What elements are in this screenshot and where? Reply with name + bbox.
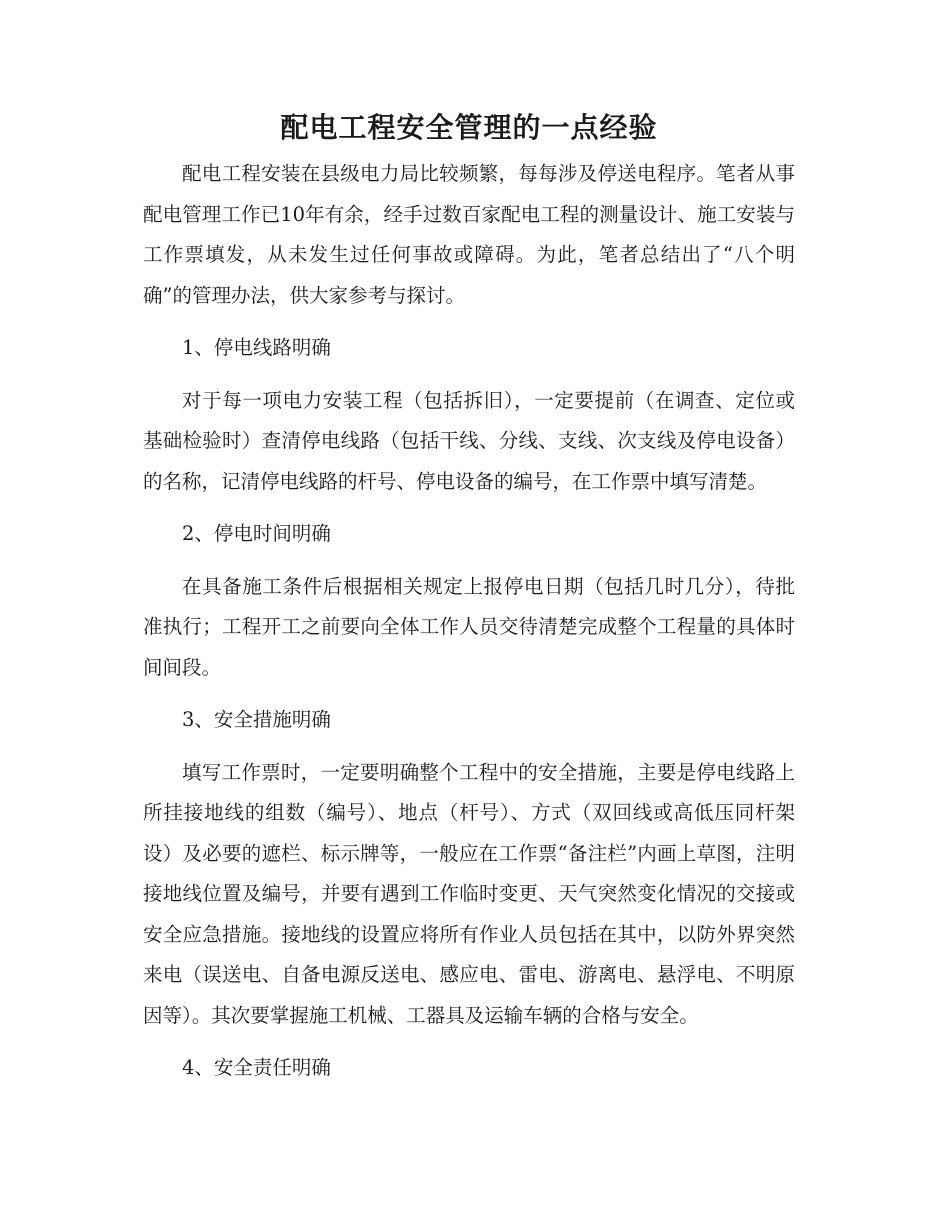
section-heading-2: 2、停电时间明确 <box>182 522 331 545</box>
section-heading-3: 3、安全措施明确 <box>182 708 331 731</box>
section-heading-4: 4、安全责任明确 <box>182 1056 331 1079</box>
section-body-3: 填写工作票时，一定要明确整个工程中的安全措施，主要是停电线路上所挂接地线的组数（编号）、地点（杆号）、方式（双回线或高低压同杆架设）及必要的遮栏、标示牌等，一般应在工作票“备注栏”内画上草图，注明接地线位置及编号，并要有遇到工作临时变更、天气突然变化情况的交接或安全应急措施。接地线的设置应将所有作业人员包括在其中，以防外界突然来电（误送电、自备电源反送电、感应电、雷电、游离电、悬浮电、不明原因等）。其次要掌握施工机械、工器具及运输车辆的合格与安全。 <box>143 760 795 1027</box>
intro-paragraph: 配电工程安装在县级电力局比较频繁，每每涉及停送电程序。笔者从事配电管理工作已10年有余，经手过数百家配电工程的测量设计、施工安装与工作票填发，从未发生过任何事故或障碍。为此，笔者总结出了“八个明确”的管理办法，供大家参考与探讨。 <box>143 162 795 307</box>
document-page <box>143 108 795 1101</box>
section-body-2: 在具备施工条件后根据相关规定上报停电日期（包括几时几分），待批准执行；工程开工之前要向全体工作人员交待清楚完成整个工程量的具体时间间段。 <box>143 574 795 679</box>
section-body-1: 对于每一项电力安装工程（包括拆旧），一定要提前（在调查、定位或基础检验时）查清停电线路（包括干线、分线、支线、次支线及停电设备）的名称，记清停电线路的杆号、停电设备的编号，在工作票中填写清楚。 <box>143 388 795 493</box>
section-heading-1: 1、停电线路明确 <box>182 336 331 359</box>
document-title: 配电工程安全管理的一点经验 <box>280 111 658 144</box>
